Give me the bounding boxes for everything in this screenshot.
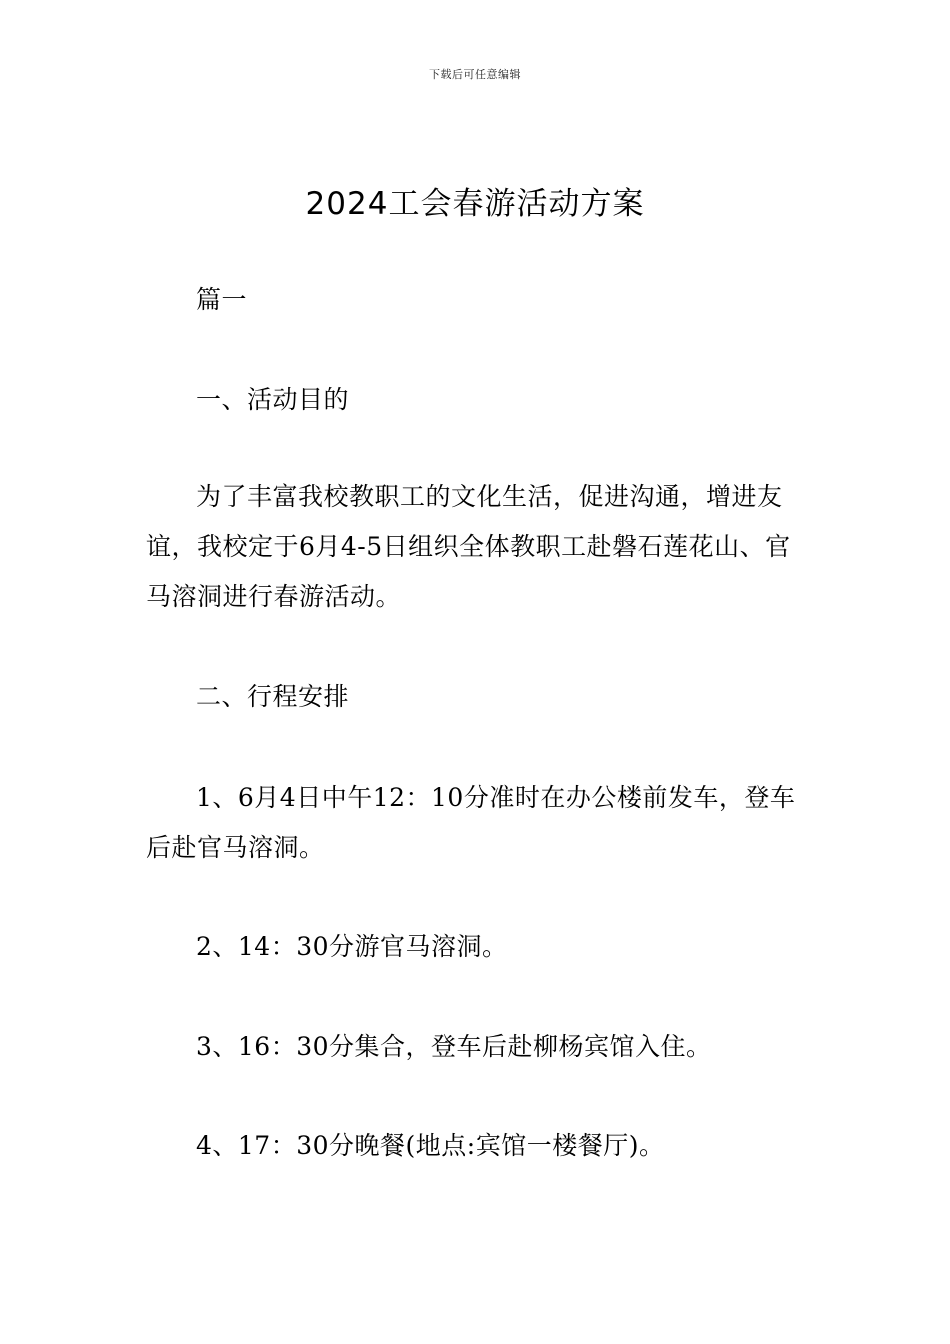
header-note: 下载后可任意编辑 [429,68,521,81]
section-label: 篇一 [196,285,248,314]
document-title: 2024工会春游活动方案 [305,186,645,222]
itinerary-item-2: 2、14：30分游官马溶洞。 [196,932,508,961]
heading-itinerary: 二、行程安排 [196,682,350,711]
itinerary-item-3: 3、16：30分集合，登车后赴柳杨宾馆入住。 [196,1032,712,1061]
itinerary-item-1: 1、6月4日中午12：10分准时在办公楼前发车，登车后赴官马溶洞。 [146,783,796,862]
paragraph-purpose: 为了丰富我校教职工的文化生活，促进沟通，增进友谊，我校定于6月4-5日组织全体教职工赴磐石莲花山、官马溶洞进行春游活动。 [146,482,791,611]
heading-activity-purpose: 一、活动目的 [196,385,350,414]
itinerary-item-4: 4、17：30分晚餐(地点:宾馆一楼餐厅)。 [196,1131,665,1160]
